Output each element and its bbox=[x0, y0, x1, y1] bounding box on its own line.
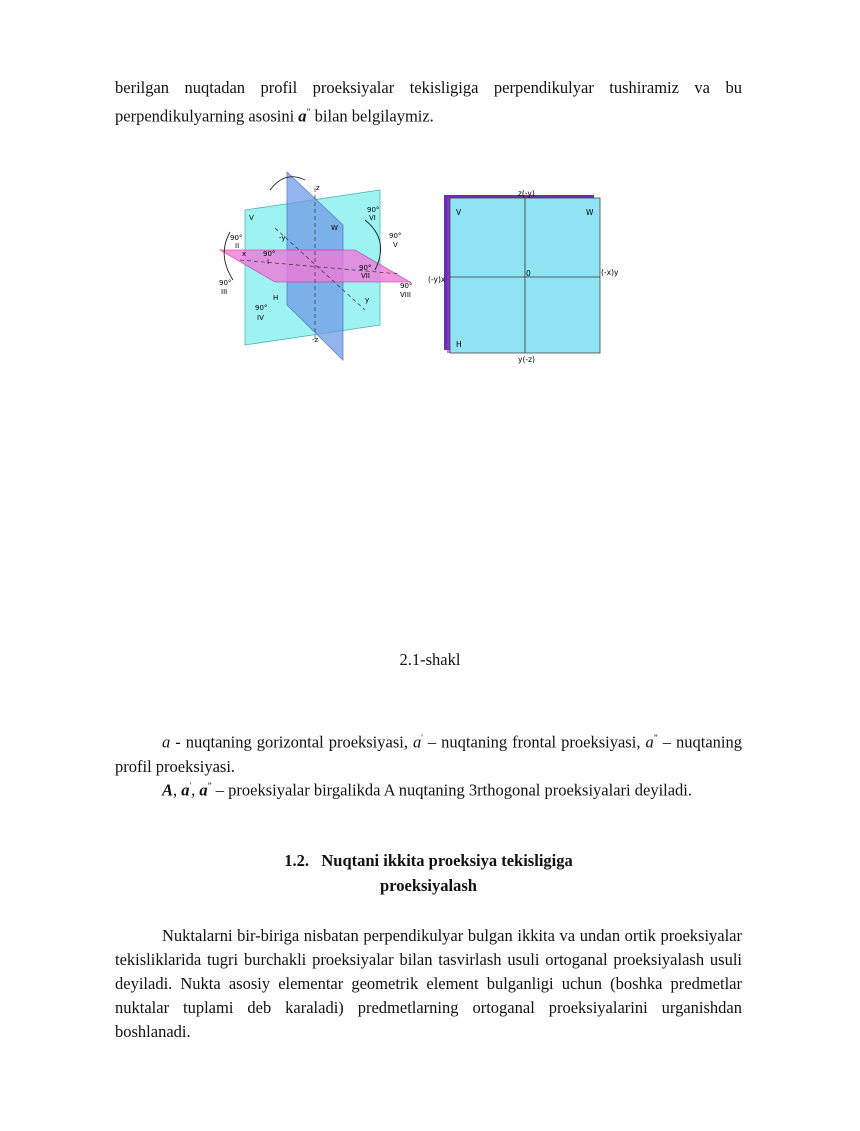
octant-vii: VII bbox=[361, 272, 370, 280]
paragraph-3 bbox=[115, 774, 742, 803]
octant-viii: VIII bbox=[400, 291, 411, 299]
profile-projection-symbol-2: a bbox=[645, 732, 654, 752]
horizontal-projection-symbol: a bbox=[162, 732, 171, 752]
angle-label-iii: 90° bbox=[219, 279, 232, 287]
axis-y-label: y bbox=[365, 296, 370, 304]
profile-projection-mark: ” bbox=[306, 107, 311, 117]
profile-projection-symbol: a bbox=[298, 106, 307, 126]
section-heading bbox=[115, 848, 742, 898]
paragraph-3-text: – proeksiyalar birgalikda A nuqtaning 3rthogonal proeksiyalari deyiladi. bbox=[215, 780, 693, 800]
octant-ii: II bbox=[235, 242, 240, 250]
axis-x-label: x bbox=[242, 250, 247, 258]
profile-symbol: a bbox=[199, 780, 208, 800]
separator-1: , bbox=[173, 780, 178, 800]
octant-iii: III bbox=[221, 288, 228, 296]
epure-v-label: V bbox=[456, 208, 462, 217]
epure-h-label: H bbox=[456, 340, 462, 349]
paragraph-2 bbox=[115, 726, 742, 779]
plane-h-label: H bbox=[273, 294, 279, 302]
octant-vi: VI bbox=[369, 214, 376, 222]
paragraph-2-text-1: - nuqtaning gorizontal proeksiyasi, bbox=[175, 732, 408, 752]
paragraph-2-text-2: – nuqtaning frontal proeksiyasi, bbox=[427, 732, 641, 752]
label-z-neg-y: z(-y) bbox=[518, 189, 535, 198]
frontal-symbol-mark: ' bbox=[189, 781, 192, 791]
paragraph-1-text-start: berilgan nuqtadan profil proeksiyalar tekisligiga perpendikulyar tushiramiz va bu perpendikulyarning asosini bbox=[115, 78, 742, 126]
profile-symbol-mark: ” bbox=[207, 781, 212, 791]
unfolded-planes-diagram bbox=[428, 189, 619, 364]
epure-w-label: W bbox=[586, 208, 594, 217]
frontal-projection-symbol: a bbox=[413, 732, 422, 752]
octant-i: I bbox=[267, 258, 270, 266]
paragraph-4: Nuktalarni bir-biriga nisbatan perpendikulyar bulgan ikkita va undan ortik proeksiyalar tekisliklarida tugri burchakli proeksiyalar bilan tasvirlash usuli ortoganal proeksiyalash usuli deyiladi. Nukta asosiy elementar geometrik element bulganligi uchun (boshka predmetlar nuktalar tuplami deb karaladi) predmetlarning ortoganal proeksiyalarini urganishdan boshlanadi. bbox=[115, 926, 742, 1041]
section-number: 1.2. bbox=[284, 851, 309, 870]
projection-planes-figure bbox=[215, 170, 619, 370]
axis-neg-y-label: -y bbox=[279, 234, 286, 242]
separator-2: , bbox=[191, 780, 196, 800]
angle-label-vii: 90° bbox=[359, 264, 372, 272]
section-title-line-1: Nuqtani ikkita proeksiya tekisligiga bbox=[321, 851, 573, 870]
paragraph-2-text-3: – nuqtaning profil proeksiyasi. bbox=[115, 732, 742, 776]
origin-label: 0 bbox=[526, 269, 531, 278]
angle-label-ii: 90° bbox=[230, 234, 243, 242]
angle-label-i: 90° bbox=[263, 250, 276, 258]
octant-v: V bbox=[393, 241, 398, 249]
point-symbol: A bbox=[162, 780, 174, 800]
section-title-line-2: proeksiyalash bbox=[380, 876, 477, 895]
axis-z-label: z bbox=[316, 184, 320, 192]
label-neg-y-x: (-y)x bbox=[428, 275, 446, 284]
paragraph-1 bbox=[115, 76, 742, 129]
plane-w-label: W bbox=[331, 224, 338, 232]
angle-label-vi: 90° bbox=[367, 206, 380, 214]
frontal-symbol: a bbox=[181, 780, 190, 800]
profile-projection-mark-2: ” bbox=[653, 733, 658, 743]
label-y-neg-z: y(-z) bbox=[518, 355, 535, 364]
figure-caption: 2.1-shakl bbox=[399, 650, 461, 669]
angle-label-v: 90° bbox=[389, 232, 402, 240]
paragraph-1-text-end: bilan belgilaymiz. bbox=[314, 106, 434, 126]
three-plane-diagram bbox=[219, 172, 412, 360]
frontal-projection-mark: ' bbox=[421, 733, 423, 743]
axis-neg-z-label: -z bbox=[312, 336, 319, 344]
angle-label-iv: 90° bbox=[255, 304, 268, 312]
angle-label-viii: 90° bbox=[400, 282, 413, 290]
octant-iv: IV bbox=[257, 314, 264, 322]
plane-v-label: V bbox=[249, 214, 254, 222]
label-neg-x-y: (-x)y bbox=[601, 268, 619, 277]
